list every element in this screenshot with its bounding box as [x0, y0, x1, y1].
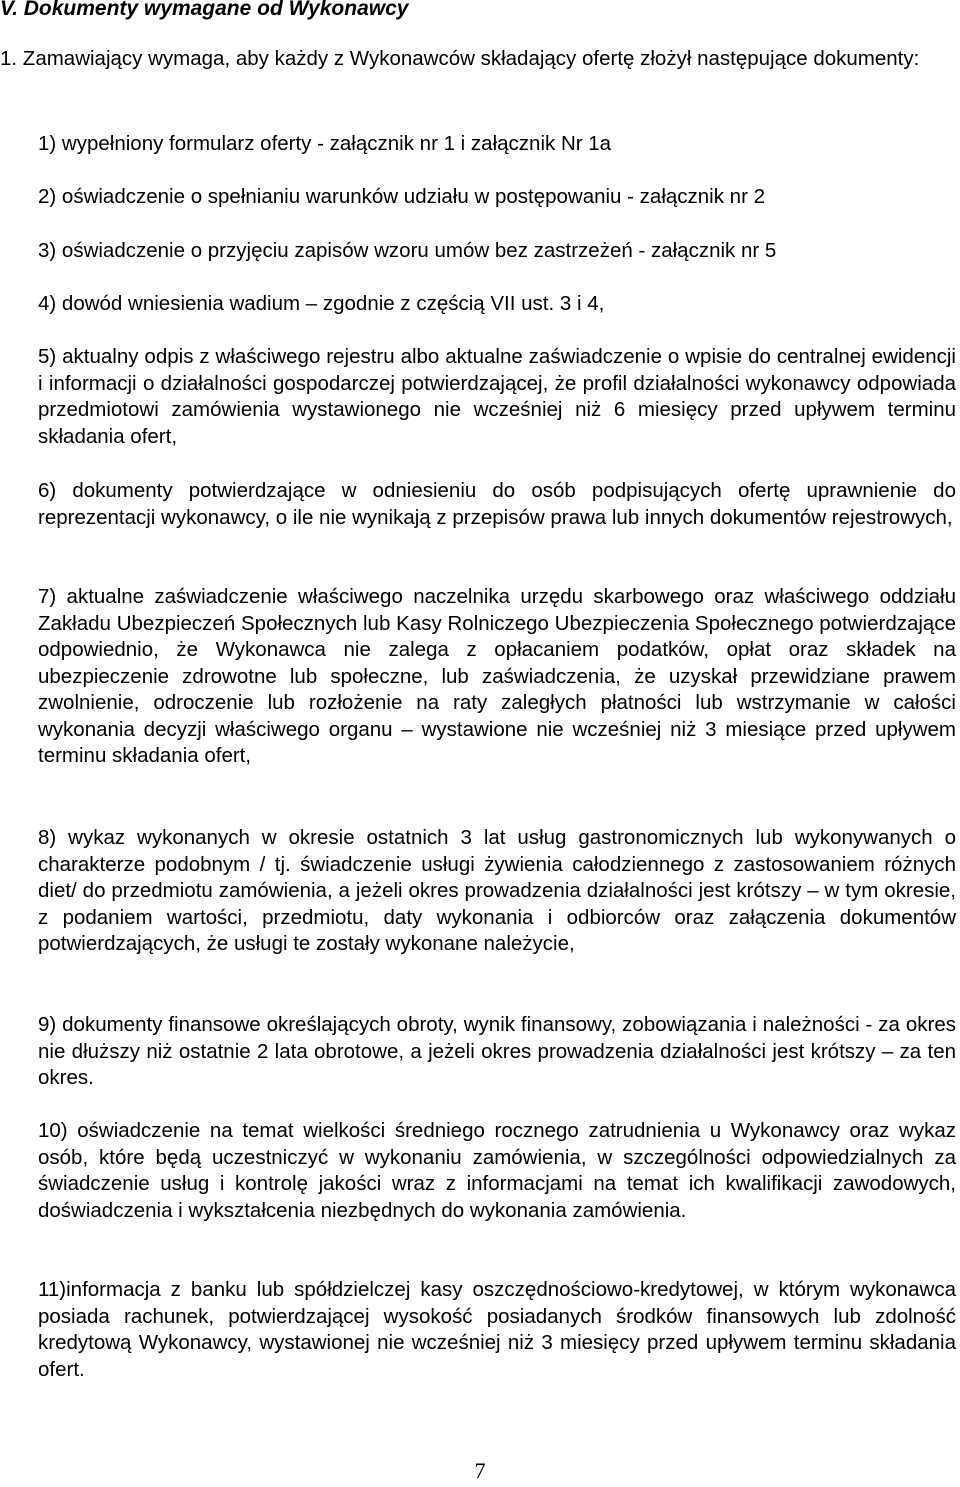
list-item-3: 3) oświadczenie o przyjęciu zapisów wzoru umów bez zastrzeżeń - załącznik nr 5 — [38, 239, 777, 262]
list-item-4: 4) dowód wniesienia wadium – zgodnie z częścią VII ust. 3 i 4, — [38, 292, 605, 315]
list-item-5: 5) aktualny odpis z właściwego rejestru albo aktualne zaświadczenie o wpisie do centralnej ewidencji i informacji o działalności gospodarczej potwierdzającej, że profil działalności wykonawcy odpowiada przedmiotowi zamówienia wystawionego nie wcześniej niż 6 miesięcy przed upływem terminu składania ofert, — [38, 345, 956, 448]
page-number: 7 — [474, 1458, 486, 1483]
section-heading: V. Dokumenty wymagane od Wykonawcy — [0, 0, 409, 20]
list-item-9: 9) dokumenty finansowe określających obroty, wynik finansowy, zobowiązania i należności - za okres nie dłuższy niż ostatnie 2 lata obrotowe, a jeżeli okres prowadzenia działalności jest krótszy – za ten okres. — [38, 1013, 956, 1089]
list-item-2: 2) oświadczenie o spełnianiu warunków udziału w postępowaniu - załącznik nr 2 — [38, 185, 766, 208]
list-item-1: 1) wypełniony formularz oferty - załącznik nr 1 i załącznik Nr 1a — [38, 132, 612, 155]
list-item-10: 10) oświadczenie na temat wielkości średniego rocznego zatrudnienia u Wykonawcy oraz wykaz osób, które będą uczestniczyć w wykonaniu zamówienia, w szczególności odpowiedzialnych za świadczenie usług i kontrolę jakości wraz z informacjami na temat ich kwalifikacji zawodowych, doświadczenia i wykształcenia niezbędnych do wykonania zamówienia. — [38, 1119, 956, 1222]
list-item-11: 11)informacja z banku lub spółdzielczej kasy oszczędnościowo-kredytowej, w którym wykonawca posiada rachunek, potwierdzającej wysokość posiadanych środków finansowych lub zdolność kredytową Wykonawcy, wystawionej nie wcześniej niż 3 miesięcy przed upływem terminu składania ofert. — [38, 1278, 956, 1381]
list-item-8: 8) wykaz wykonanych w okresie ostatnich 3 lat usług gastronomicznych lub wykonywanych o charakterze podobnym / tj. świadczenie usługi żywienia całodziennego z zastosowaniem różnych diet/ do przedmiotu zamówienia, a jeżeli okres prowadzenia działalności jest krótszy – w tym okresie, z podaniem wartości, przedmiotu, daty wykonania i odbiorców oraz załączenia dokumentów potwierdzających, że usługi te zostały wykonane należycie, — [38, 826, 956, 955]
list-item-6: 6) dokumenty potwierdzające w odniesieniu do osób podpisujących ofertę uprawnienie do reprezentacji wykonawcy, o ile nie wynikają z przepisów prawa lub innych dokumentów rejestrowych, — [38, 479, 956, 529]
list-item-7: 7) aktualne zaświadczenie właściwego naczelnika urzędu skarbowego oraz właściwego oddziału Zakładu Ubezpieczeń Społecznych lub Kasy Rolniczego Ubezpieczenia Społecznego potwierdzające odpowiednio, że Wykonawca nie zalega z opłacaniem podatków, opłat oraz składek na ubezpieczenie zdrowotne lub społeczne, lub zaświadczenia, że uzyskał przewidziane prawem zwolnienie, odroczenie lub rozłożenie na raty zaległych płatności lub wstrzymanie w całości wykonania decyzji właściwego organu – wystawione nie wcześniej niż 3 miesiące przed upływem terminu składania ofert, — [38, 585, 956, 767]
intro-paragraph: 1. Zamawiający wymaga, aby każdy z Wykonawców składający ofertę złożył następujące dokumenty: — [0, 47, 920, 70]
